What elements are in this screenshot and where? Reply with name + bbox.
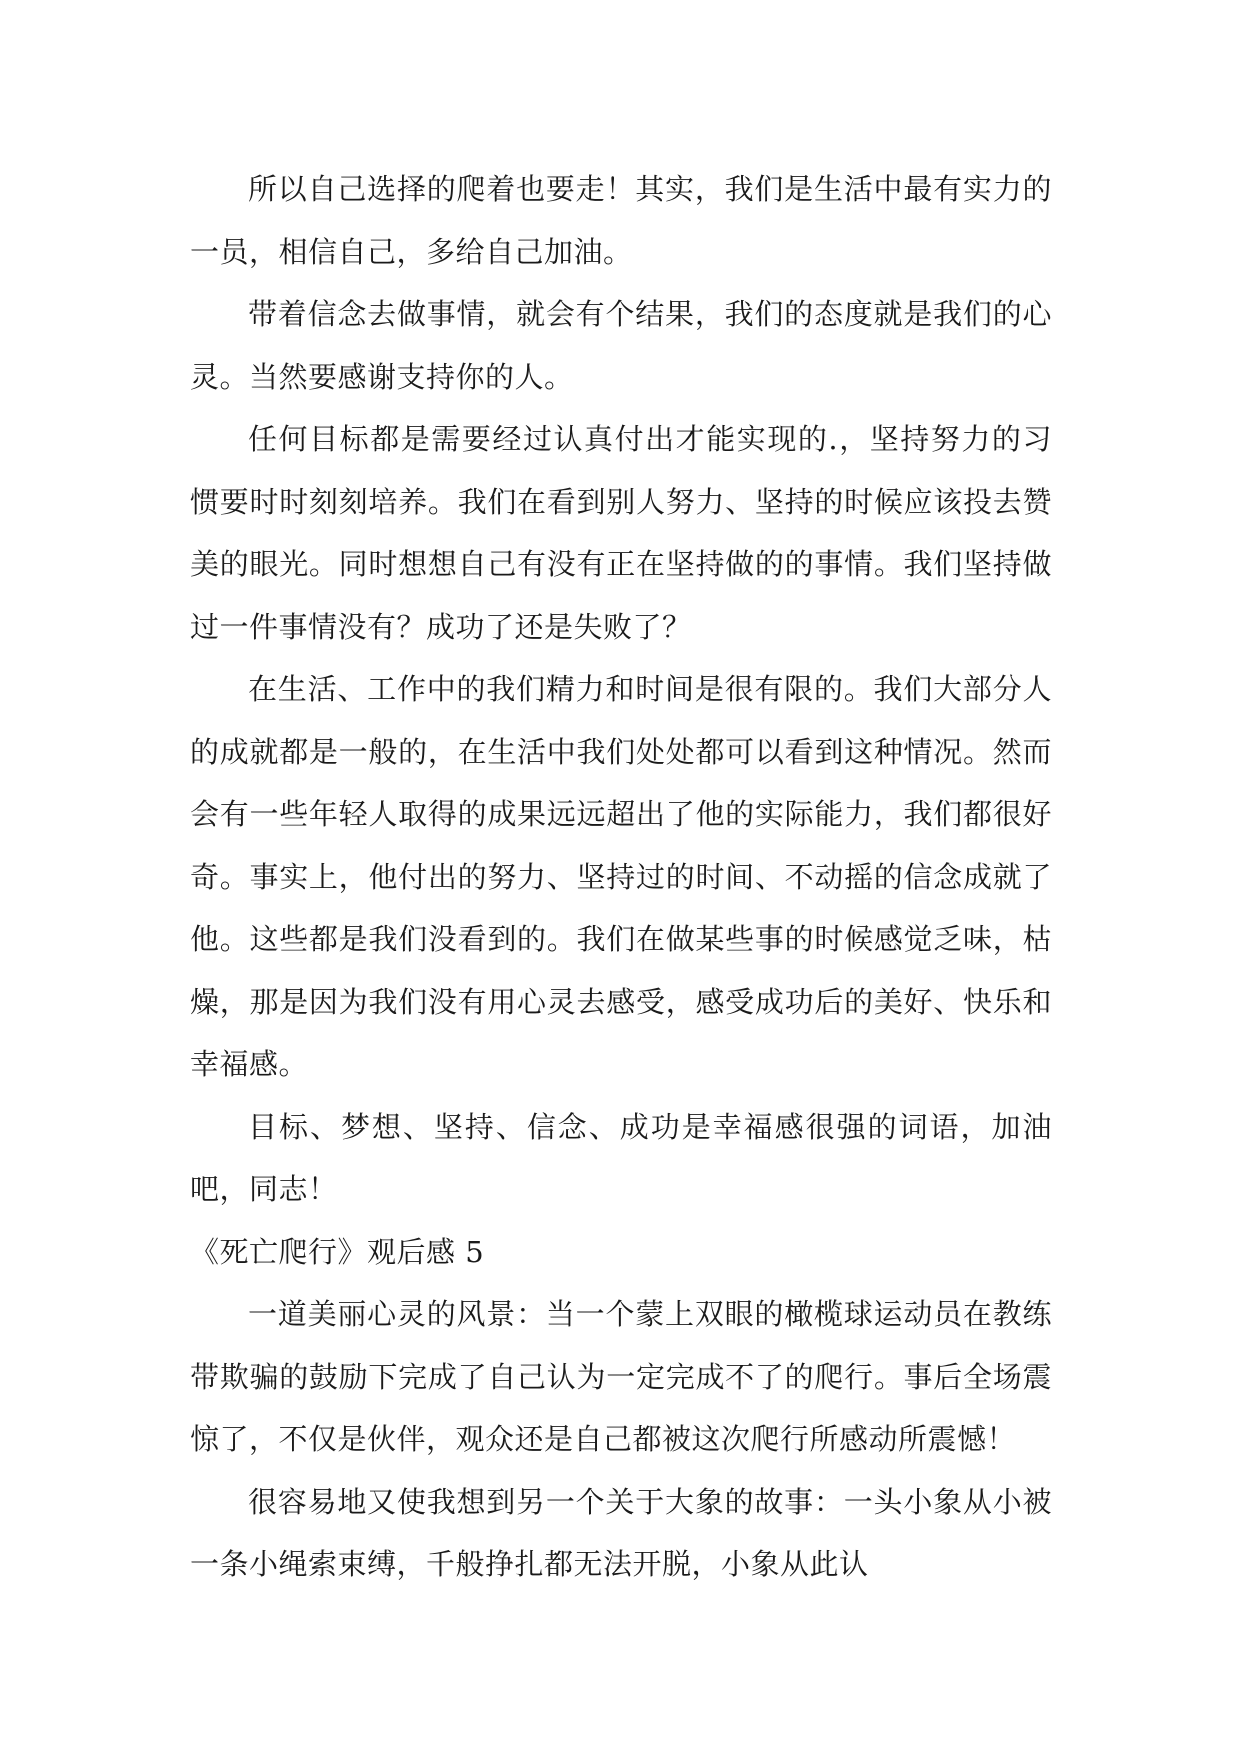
paragraph: 所以自己选择的爬着也要走！其实，我们是生活中最有实力的一员，相信自己，多给自己加油。	[190, 172, 1052, 269]
paragraph: 任何目标都是需要经过认真付出才能实现的.，坚持努力的习惯要时时刻刻培养。我们在看到别人努力、坚持的时候应该投去赞美的眼光。同时想想自己有没有正在坚持做的的事情。我们坚持做过一件事情没有？成功了还是失败了？	[190, 422, 1052, 644]
document-body	[190, 158, 1052, 1596]
paragraph: 目标、梦想、坚持、信念、成功是幸福感很强的词语，加油吧，同志！	[190, 1109, 1052, 1206]
section-title: 《死亡爬行》观后感 5	[190, 1234, 485, 1269]
paragraph: 一道美丽心灵的风景：当一个蒙上双眼的橄榄球运动员在教练带欺骗的鼓励下完成了自己认为一定完成不了的爬行。事后全场震惊了，不仅是伙伴，观众还是自己都被这次爬行所感动所震憾！	[190, 1297, 1052, 1456]
paragraph: 带着信念去做事情，就会有个结果，我们的态度就是我们的心灵。当然要感谢支持你的人。	[190, 297, 1052, 394]
paragraph: 在生活、工作中的我们精力和时间是很有限的。我们大部分人的成就都是一般的，在生活中我们处处都可以看到这种情况。然而会有一些年轻人取得的成果远远超出了他的实际能力，我们都很好奇。事实上，他付出的努力、坚持过的时间、不动摇的信念成就了他。这些都是我们没看到的。我们在做某些事的时候感觉乏味，枯燥，那是因为我们没有用心灵去感受，感受成功后的美好、快乐和幸福感。	[190, 672, 1052, 1081]
paragraph: 很容易地又使我想到另一个关于大象的故事：一头小象从小被一条小绳索束缚，千般挣扎都无法开脱，小象从此认	[190, 1484, 1052, 1581]
